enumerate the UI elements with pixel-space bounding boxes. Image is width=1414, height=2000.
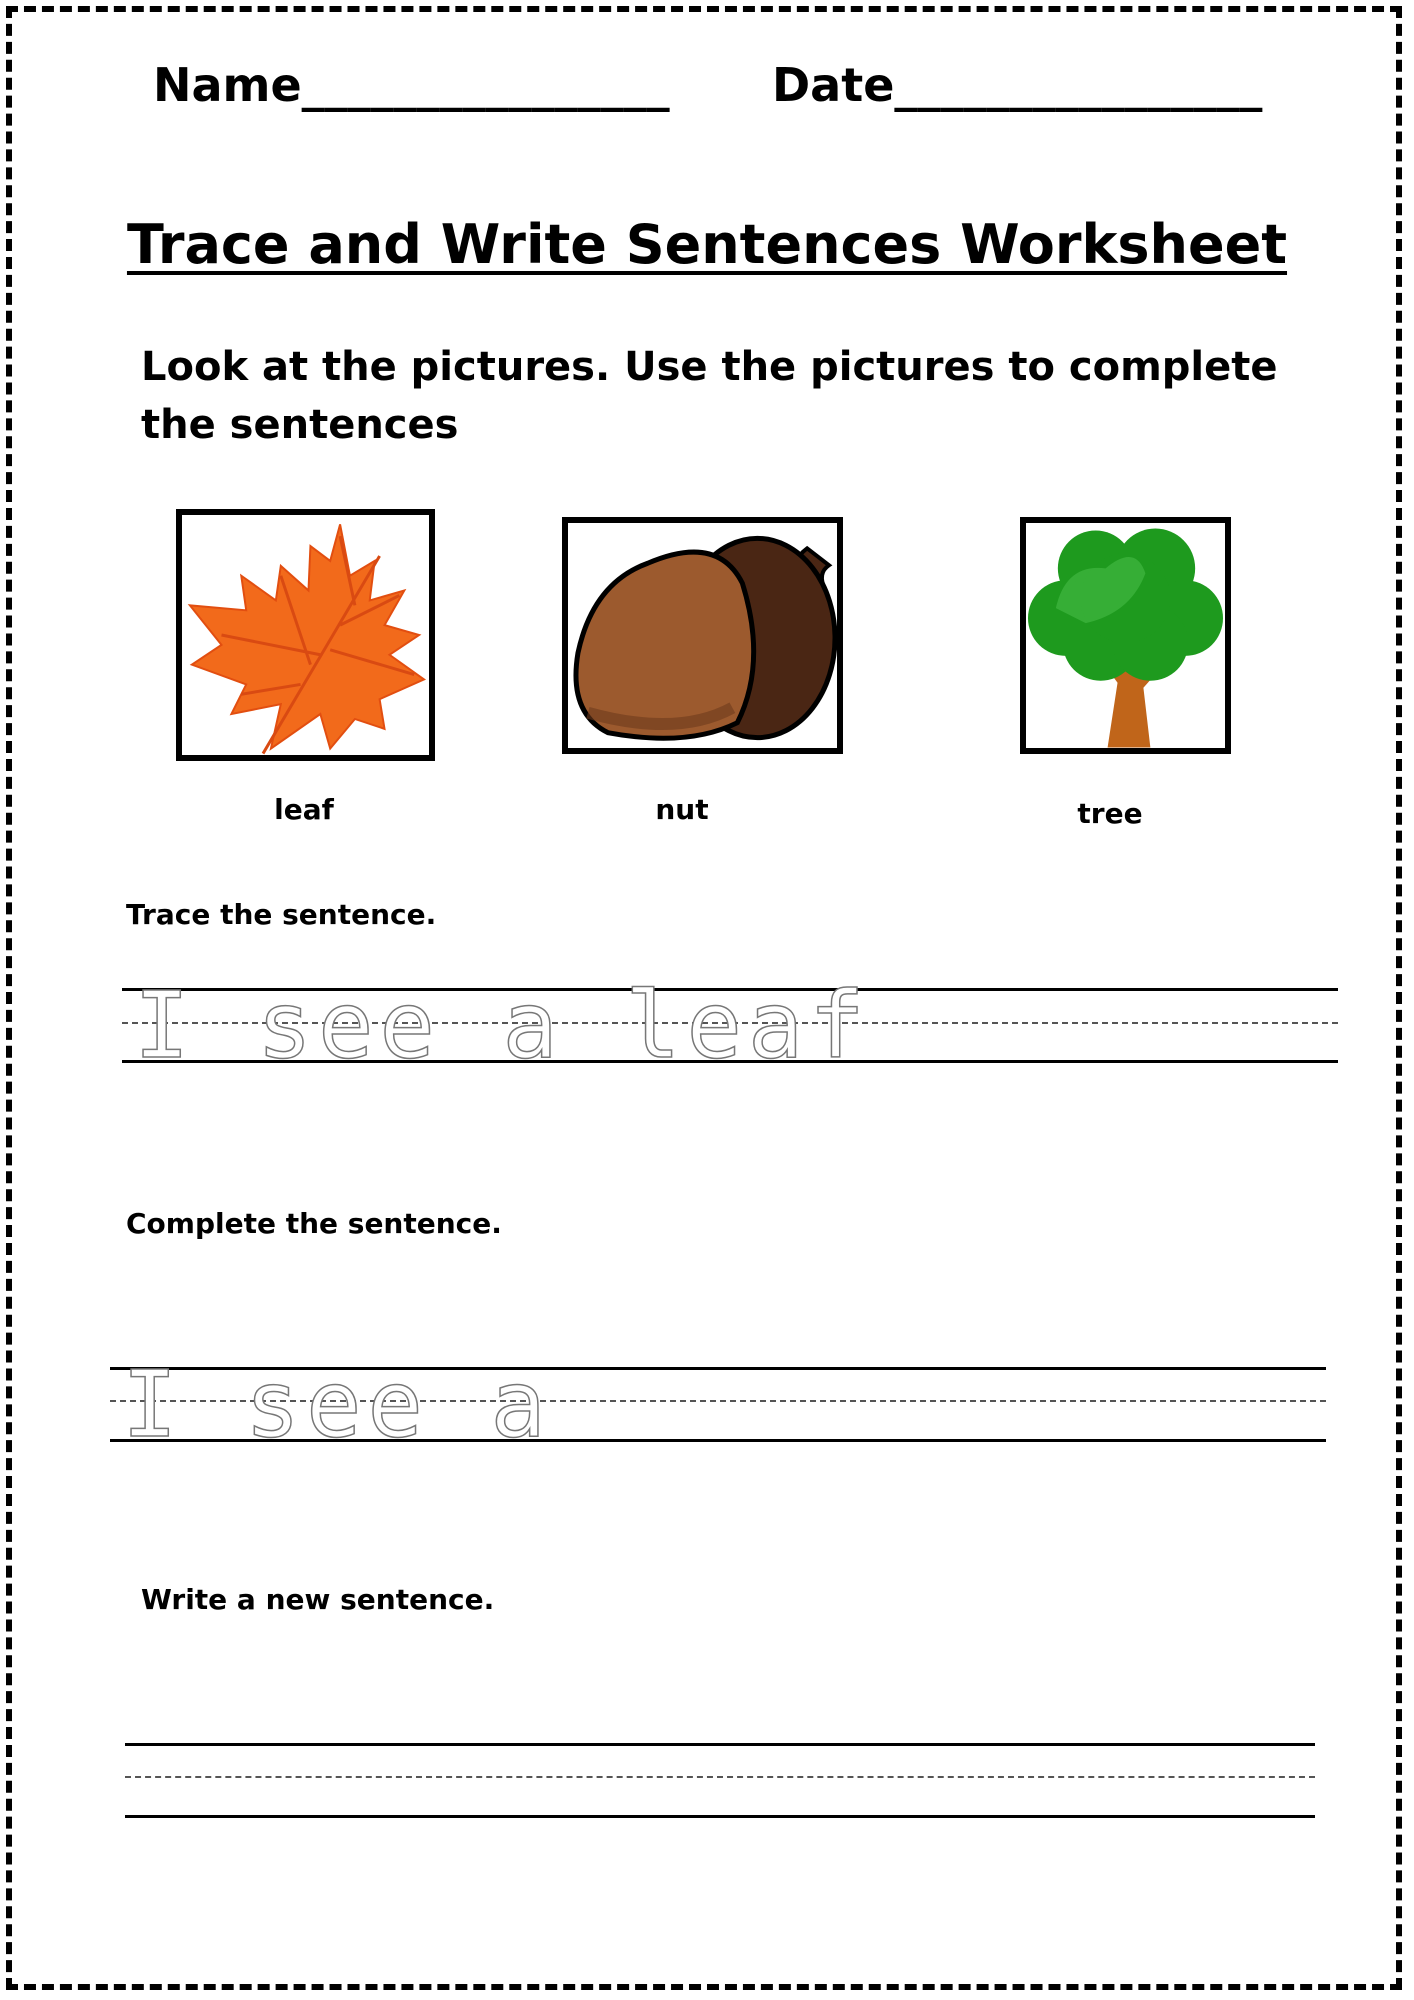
instructions-text: Look at the pictures. Use the pictures to complete the sentences [141, 344, 1278, 448]
tree-icon [1026, 523, 1225, 748]
top-line [125, 1743, 1315, 1746]
nut-caption: nut [655, 793, 709, 826]
complete-writing-lines[interactable] [110, 1351, 1326, 1458]
write-writing-lines[interactable] [125, 1743, 1315, 1823]
traced-sentence: I see a leaf [134, 972, 871, 1079]
date-field-label: Date________________ [772, 58, 1263, 112]
name-field-label: Name________________ [153, 58, 670, 112]
acorn-icon [568, 523, 837, 748]
leaf-caption: leaf [274, 793, 334, 826]
worksheet-title: Trace and Write Sentences Worksheet [126, 213, 1288, 276]
trace-section-label: Trace the sentence. [126, 898, 437, 931]
base-line [125, 1815, 1315, 1818]
write-section-label: Write a new sentence. [141, 1583, 495, 1616]
traced-sentence-start: I see a [122, 1351, 552, 1458]
tree-caption: tree [1077, 797, 1143, 830]
nut-picture-frame [562, 517, 843, 754]
leaf-picture-frame [176, 509, 435, 761]
mid-dashed-line [125, 1776, 1315, 1778]
maple-leaf-icon [182, 515, 429, 755]
trace-writing-lines[interactable] [122, 972, 1338, 1079]
complete-section-label: Complete the sentence. [126, 1207, 502, 1240]
tree-picture-frame [1020, 517, 1231, 754]
